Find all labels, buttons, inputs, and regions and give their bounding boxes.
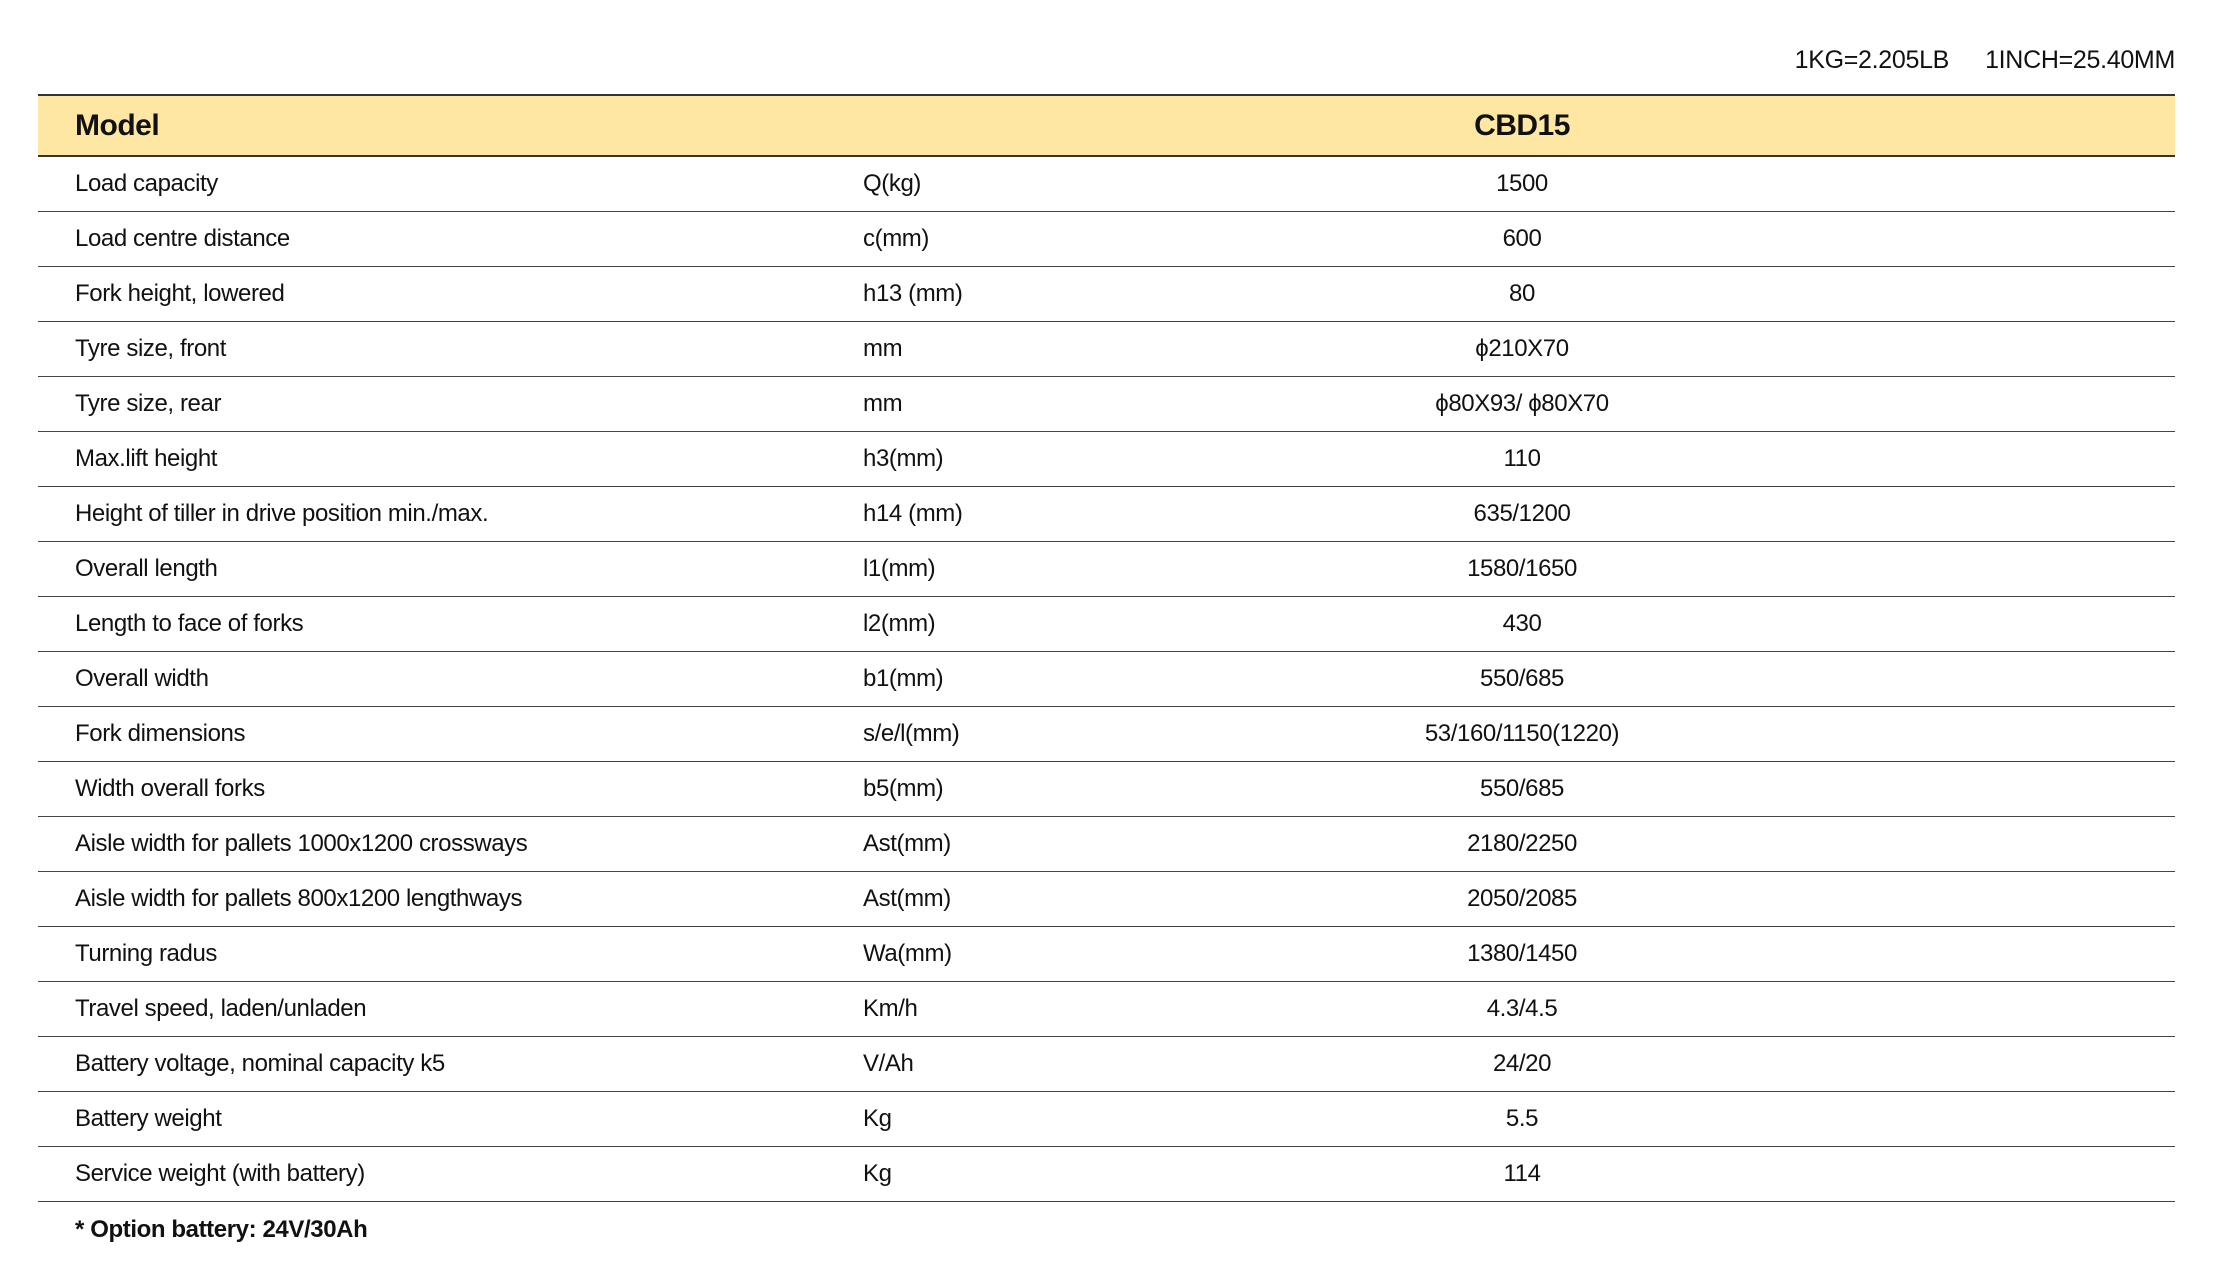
spec-name: Service weight (with battery) <box>38 1146 863 1201</box>
rest-header-empty <box>1735 95 2175 156</box>
spec-name: Length to face of forks <box>38 596 863 651</box>
spec-unit: h13 (mm) <box>863 266 1309 321</box>
spec-name: Width overall forks <box>38 761 863 816</box>
spec-value: 550/685 <box>1309 761 1735 816</box>
spec-value: 114 <box>1309 1146 1735 1201</box>
spec-unit: Ast(mm) <box>863 816 1309 871</box>
spec-empty <box>1735 156 2175 211</box>
table-row <box>38 706 2175 761</box>
spec-empty <box>1735 706 2175 761</box>
spec-name: Tyre size, front <box>38 321 863 376</box>
spec-value: 2180/2250 <box>1309 816 1735 871</box>
spec-name: Load capacity <box>38 156 863 211</box>
spec-empty <box>1735 926 2175 981</box>
table-row <box>38 981 2175 1036</box>
length-conversion: 1INCH=25.40MM <box>1985 46 2175 74</box>
spec-unit: h14 (mm) <box>863 486 1309 541</box>
spec-value: 110 <box>1309 431 1735 486</box>
table-row <box>38 156 2175 211</box>
model-label: Model <box>38 95 863 156</box>
spec-unit: c(mm) <box>863 211 1309 266</box>
spec-name: Turning radus <box>38 926 863 981</box>
spec-empty <box>1735 211 2175 266</box>
unit-conversion-note <box>1795 46 2175 75</box>
table-row <box>38 926 2175 981</box>
table-row <box>38 596 2175 651</box>
spec-table <box>38 94 2175 1202</box>
spec-unit: b1(mm) <box>863 651 1309 706</box>
spec-empty <box>1735 486 2175 541</box>
table-row <box>38 871 2175 926</box>
spec-empty <box>1735 431 2175 486</box>
spec-value: 80 <box>1309 266 1735 321</box>
spec-value: ϕ80X93/ ϕ80X70 <box>1309 376 1735 431</box>
spec-unit: l2(mm) <box>863 596 1309 651</box>
spec-name: Battery voltage, nominal capacity k5 <box>38 1036 863 1091</box>
spec-name: Overall width <box>38 651 863 706</box>
spec-empty <box>1735 376 2175 431</box>
table-row <box>38 816 2175 871</box>
spec-name: Aisle width for pallets 1000x1200 crossways <box>38 816 863 871</box>
spec-value: 2050/2085 <box>1309 871 1735 926</box>
spec-empty <box>1735 596 2175 651</box>
spec-empty <box>1735 541 2175 596</box>
spec-unit: V/Ah <box>863 1036 1309 1091</box>
spec-empty <box>1735 816 2175 871</box>
spec-value: 24/20 <box>1309 1036 1735 1091</box>
model-value: CBD15 <box>1309 95 1735 156</box>
spec-value: 600 <box>1309 211 1735 266</box>
spec-unit: h3(mm) <box>863 431 1309 486</box>
spec-name: Battery weight <box>38 1091 863 1146</box>
spec-unit: Q(kg) <box>863 156 1309 211</box>
spec-name: Height of tiller in drive position min./max. <box>38 486 863 541</box>
table-row <box>38 211 2175 266</box>
spec-name: Fork height, lowered <box>38 266 863 321</box>
spec-empty <box>1735 871 2175 926</box>
spec-empty <box>1735 761 2175 816</box>
spec-unit: Kg <box>863 1091 1309 1146</box>
spec-unit: l1(mm) <box>863 541 1309 596</box>
table-row <box>38 376 2175 431</box>
table-row <box>38 541 2175 596</box>
spec-empty <box>1735 321 2175 376</box>
spec-value: 4.3/4.5 <box>1309 981 1735 1036</box>
spec-unit: Ast(mm) <box>863 871 1309 926</box>
spec-unit: Kg <box>863 1146 1309 1201</box>
weight-conversion: 1KG=2.205LB <box>1794 46 1950 74</box>
spec-value: 53/160/1150(1220) <box>1309 706 1735 761</box>
table-row <box>38 1091 2175 1146</box>
table-row <box>38 651 2175 706</box>
spec-name: Tyre size, rear <box>38 376 863 431</box>
table-row <box>38 431 2175 486</box>
spec-value: 635/1200 <box>1309 486 1735 541</box>
spec-name: Load centre distance <box>38 211 863 266</box>
table-row <box>38 1036 2175 1091</box>
table-row <box>38 486 2175 541</box>
table-header-row <box>38 95 2175 156</box>
spec-unit: Km/h <box>863 981 1309 1036</box>
spec-unit: mm <box>863 376 1309 431</box>
spec-value: 430 <box>1309 596 1735 651</box>
spec-name: Max.lift height <box>38 431 863 486</box>
footnote: * Option battery: 24V/30Ah <box>75 1216 368 1243</box>
spec-value: 550/685 <box>1309 651 1735 706</box>
spec-empty <box>1735 1091 2175 1146</box>
table-row <box>38 266 2175 321</box>
table-row <box>38 1146 2175 1201</box>
spec-empty <box>1735 651 2175 706</box>
spec-value: ϕ210X70 <box>1309 321 1735 376</box>
spec-empty <box>1735 1146 2175 1201</box>
unit-header-empty <box>863 95 1309 156</box>
spec-unit: b5(mm) <box>863 761 1309 816</box>
table-row <box>38 761 2175 816</box>
spec-value: 1500 <box>1309 156 1735 211</box>
table-row <box>38 321 2175 376</box>
spec-table-body <box>38 156 2175 1201</box>
spec-name: Overall length <box>38 541 863 596</box>
spec-name: Travel speed, laden/unladen <box>38 981 863 1036</box>
spec-value: 5.5 <box>1309 1091 1735 1146</box>
spec-value: 1380/1450 <box>1309 926 1735 981</box>
spec-name: Aisle width for pallets 800x1200 lengthways <box>38 871 863 926</box>
spec-unit: mm <box>863 321 1309 376</box>
spec-empty <box>1735 1036 2175 1091</box>
spec-unit: s/e/l(mm) <box>863 706 1309 761</box>
spec-unit: Wa(mm) <box>863 926 1309 981</box>
spec-name: Fork dimensions <box>38 706 863 761</box>
spec-empty <box>1735 266 2175 321</box>
spec-value: 1580/1650 <box>1309 541 1735 596</box>
spec-empty <box>1735 981 2175 1036</box>
